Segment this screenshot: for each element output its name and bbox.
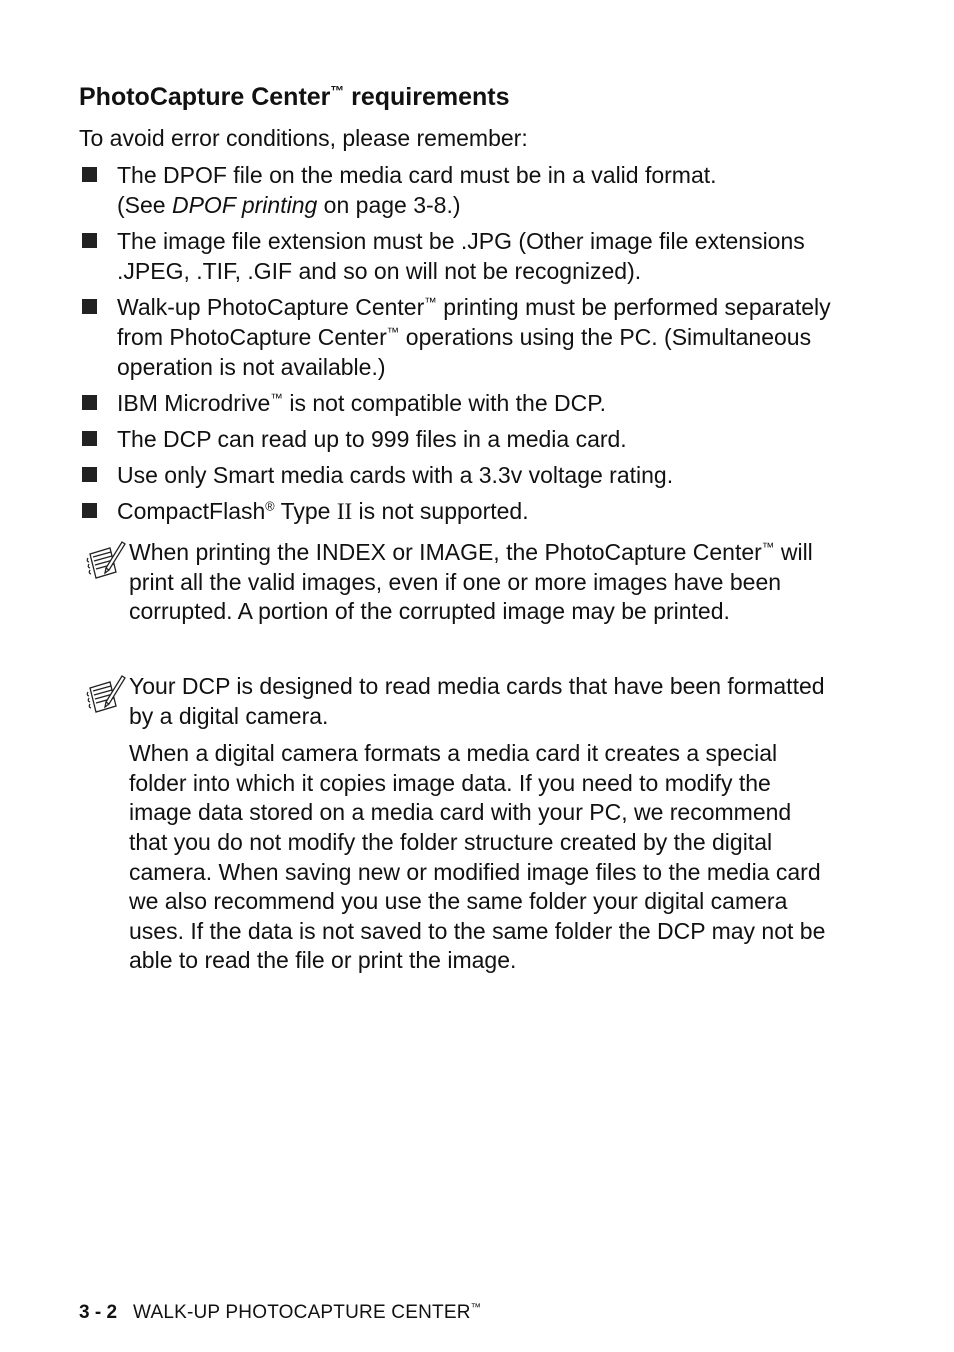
- list-item: The image file extension must be .JPG (Other image file extensions .JPEG, .TIF, .GIF and so on will not be recognized).: [79, 226, 839, 286]
- square-bullet-icon: [82, 299, 97, 314]
- page-number: 3 - 2: [79, 1302, 118, 1323]
- list-item: CompactFlash® Type II is not supported.: [79, 496, 839, 527]
- note-corrupted-images: When printing the INDEX or IMAGE, the PhotoCapture Center™ will print all the valid images, even if one or more images have been corrupted. A portion of the corrupted image may be printed.: [86, 538, 826, 627]
- square-bullet-icon: [82, 503, 97, 518]
- note-paragraph: Your DCP is designed to read media cards that have been formatted by a digital camera.: [129, 673, 825, 729]
- list-item: Use only Smart media cards with a 3.3v voltage rating.: [79, 460, 839, 490]
- square-bullet-icon: [82, 395, 97, 410]
- list-item: Walk-up PhotoCapture Center™ printing must be performed separately from PhotoCapture Center™ operations using the PC. (Simultaneous operation is not available.): [79, 292, 839, 382]
- list-item: The DPOF file on the media card must be in a valid format. (See DPOF printing on page 3-8.): [79, 160, 839, 220]
- chapter-title: WALK-UP PHOTOCAPTURE CENTER™: [133, 1302, 482, 1323]
- page-footer: [79, 1300, 481, 1326]
- note-media-card-format: [86, 672, 826, 984]
- square-bullet-icon: [82, 233, 97, 248]
- section-heading: PhotoCapture Center™ requirements: [79, 83, 510, 111]
- dpof-printing-reference: DPOF printing: [171, 192, 318, 218]
- square-bullet-icon: [82, 167, 97, 182]
- list-item: IBM Microdrive™ is not compatible with the DCP.: [79, 388, 839, 418]
- intro-text: To avoid error conditions, please remember:: [79, 125, 528, 151]
- requirements-list: [79, 160, 839, 533]
- note-pencil-icon: [86, 538, 126, 582]
- note-paragraph: When a digital camera formats a media card it creates a special folder into which it copies image data. If you need to modify the image data stored on a media card with your PC, we recommend that you do not modify the folder structure created by the digital camera. When saving new or modified image files to the media card we also recommend you use the same folder your digital camera uses. If the data is not saved to the same folder the DCP may not be able to read the file or print the image.: [129, 740, 826, 974]
- square-bullet-icon: [82, 431, 97, 446]
- list-item: The DCP can read up to 999 files in a media card.: [79, 424, 839, 454]
- square-bullet-icon: [82, 467, 97, 482]
- note-pencil-icon: [86, 672, 126, 716]
